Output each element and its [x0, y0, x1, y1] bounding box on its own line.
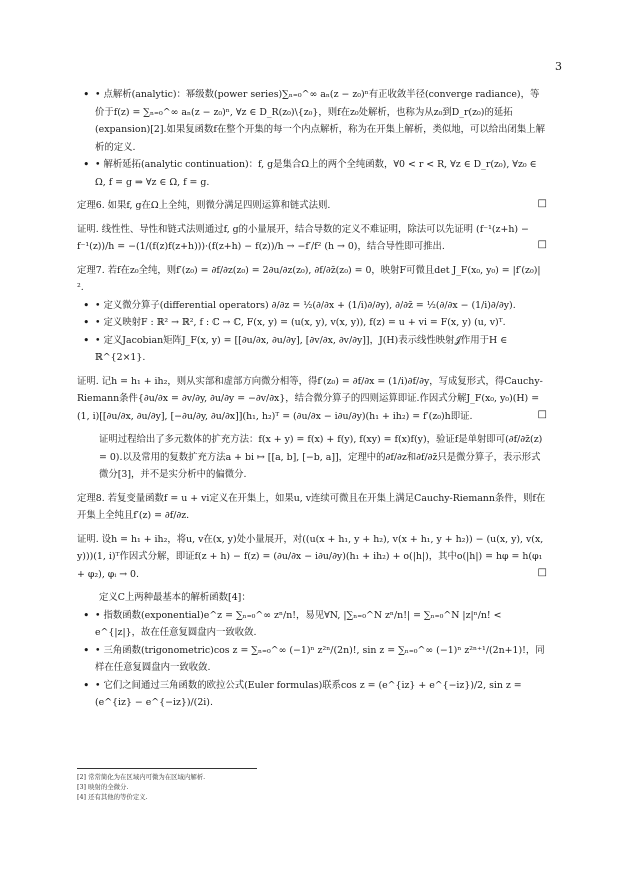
point-analytic-item: • • 点解析(analytic)：幂级数(power series)∑ₙ₌₀^∞ aₙ(z − z₀)ⁿ有正收敛半径(converge radiance)，等价于f(z) = ∑ₙ₌₀^∞ aₙ(z − z₀)ⁿ, ∀z ∈ D_R(z₀)\{z₀}，则f在z₀处解析，也称为从z₀到D_r(z₀)的延拓(expansion)[2].如果复函数f在整个开集的每一个内点解析，称为在开集上解析，类似地，可以给出闭集上解析的定义. [77, 86, 547, 156]
main-content [77, 86, 547, 712]
footnotes [77, 768, 547, 802]
trigonometric-item: • • 三角函数(trigonometric)cos z = ∑ₙ₌₀^∞ (−1)ⁿ z²ⁿ/(2n)!, sin z = ∑ₙ₌₀^∞ (−1)ⁿ z²ⁿ⁺¹/(2n+1)!，同样在任意复圆盘内一致收敛. [77, 642, 547, 677]
analytic-continuation-item: • • 解析延拓(analytic continuation)：f, g是集合Ω上的两个全纯函数，∀0 < r < R, ∀z ∈ D_r(z₀), ∀z₀ ∈ Ω, f = g ⇒ ∀z ∈ Ω, f = g. [77, 156, 547, 191]
proof-6 [77, 221, 547, 256]
qed-icon: □ [537, 239, 547, 250]
page-number: 3 [555, 60, 562, 73]
mapping-definition-item: • • 定义映射F : ℝ² → ℝ², f : ℂ → ℂ, F(x, y) = (u(x, y), v(x, y)), f(z) = u + vi = F(x, y) (u, v)ᵀ. [77, 314, 547, 332]
footnote-2: [2] 常常简化为在区域内可微为在区域内解析. [77, 773, 206, 781]
definition-list-top [77, 86, 547, 191]
footnote-4: [4] 还有其他的等价定义. [77, 793, 148, 801]
theorem-8: 定理8. 若复变量函数f = u + vi定义在开集上，如果u, v连续可微且在开集上满足Cauchy-Riemann条件，则f在开集上全纯且f′(z) = ∂f/∂z. [77, 492, 546, 521]
footnote-rule [77, 768, 257, 769]
euler-formula-item: • • 它们之间通过三角函数的欧拉公式(Euler formulas)联系cos z = (e^{iz} + e^{−iz})/2, sin z = (e^{iz} − e^{−iz})/(2i). [77, 677, 547, 712]
qed-icon: □ [537, 198, 547, 209]
definition-c-intro: 定义C上两种最基本的解析函数[4]： [99, 592, 251, 603]
theorem-7-list [77, 297, 547, 367]
footnote-3: [3] 映射的全微分. [77, 783, 129, 791]
exponential-item: • • 指数函数(exponential)e^z = ∑ₙ₌₀^∞ zⁿ/n!，易见∀N, |∑ₙ₌₀^N zⁿ/n!| = ∑ₙ₌₀^N |z|ⁿ/n! < e^{|z|}，故在任意复圆盘内一致收敛. [77, 607, 547, 642]
theorem-6-text: 定理6. 如果f, g在Ω上全纯，则微分满足四则运算和链式法则. [77, 200, 331, 211]
jacobian-item: • • 定义Jacobian矩阵J_F(x, y) = [[∂u/∂x, ∂u/∂y], [∂v/∂x, ∂v/∂y]]，J(H)表示线性映射𝒥作用于H ∈ ℝ^{2×1}. [77, 332, 547, 367]
theorem-7: 定理7. 若f在z₀全纯，则f′(z₀) = ∂f/∂z(z₀) = 2∂u/∂z(z₀), ∂f/∂z̄(z₀) = 0，映射F可微且det J_F(x₀, y₀) = |f′(z₀)|². [77, 264, 541, 293]
proof-8-text: 证明. 设h = h₁ + ih₂，将u, v在(x, y)处小量展开，对((u(x + h₁, y + h₂), v(x + h₁, y + h₂)) − (u(x, y), v(x, y)))(1, i)ᵀ作因式分解，即证f(z + h) − f(z) = (∂u/∂x − i∂u/∂y)(h₁ + ih₂) + o(|h|)，其中o(|h|) = hφ = h(φ₁ + φ₂), φᵢ → 0. [77, 533, 544, 580]
differential-operators-item: • • 定义微分算子(differential operators) ∂/∂z = ½(∂/∂x + (1/i)∂/∂y), ∂/∂z̄ = ½(∂/∂x − (1/i)∂/∂y). [77, 297, 547, 315]
qed-icon: □ [537, 408, 547, 420]
proof-7-text: 证明. 记h = h₁ + ih₂，则从实部和虚部方向微分相等，得f′(z₀) = ∂f/∂x = (1/i)∂f/∂y，写成复形式，得Cauchy-Riemann条件{∂u/∂x = ∂v/∂y, ∂u/∂y = −∂v/∂x}，结合微分算子的四则运算即证.作因式分解J_F(x₀, y₀)(H) = (1, i)[[∂u/∂x, ∂u/∂y], [−∂u/∂y, ∂u/∂x]](h₁, h₂)ᵀ = (∂u/∂x − i∂u/∂y)(h₁ + ih₂) = f′(z₀)h即证. [77, 375, 543, 422]
proof-8 [77, 531, 547, 584]
basic-functions-list [77, 607, 547, 712]
qed-icon: □ [537, 566, 547, 578]
proof-7 [77, 373, 547, 426]
theorem-6 [77, 197, 547, 215]
proof-6-text: 证明. 线性性、导性和链式法则通过f, g的小量展开，结合导数的定义不难证明，除法可以先证明 (f⁻¹(z+h) − f⁻¹(z))/h = −(1/(f(z)f(z+h)))·(f(z+h) − f(z))/h → −f′/f² (h → 0)，结合导性即可推出. [77, 223, 529, 252]
remark-paragraph: 证明过程给出了多元数体的扩充方法：f(x + y) = f(x) + f(y), f(xy) = f(x)f(y)，验证f是单射即可(∂f/∂z̄(z) = 0).以及常用的复数扩充方法a + bi ↦ [[a, b], [−b, a]]，定理中的∂f/∂z和∂f/∂z̄只是微分算子，表示形式微分[3]，并不是实分析中的偏微分. [99, 434, 543, 480]
